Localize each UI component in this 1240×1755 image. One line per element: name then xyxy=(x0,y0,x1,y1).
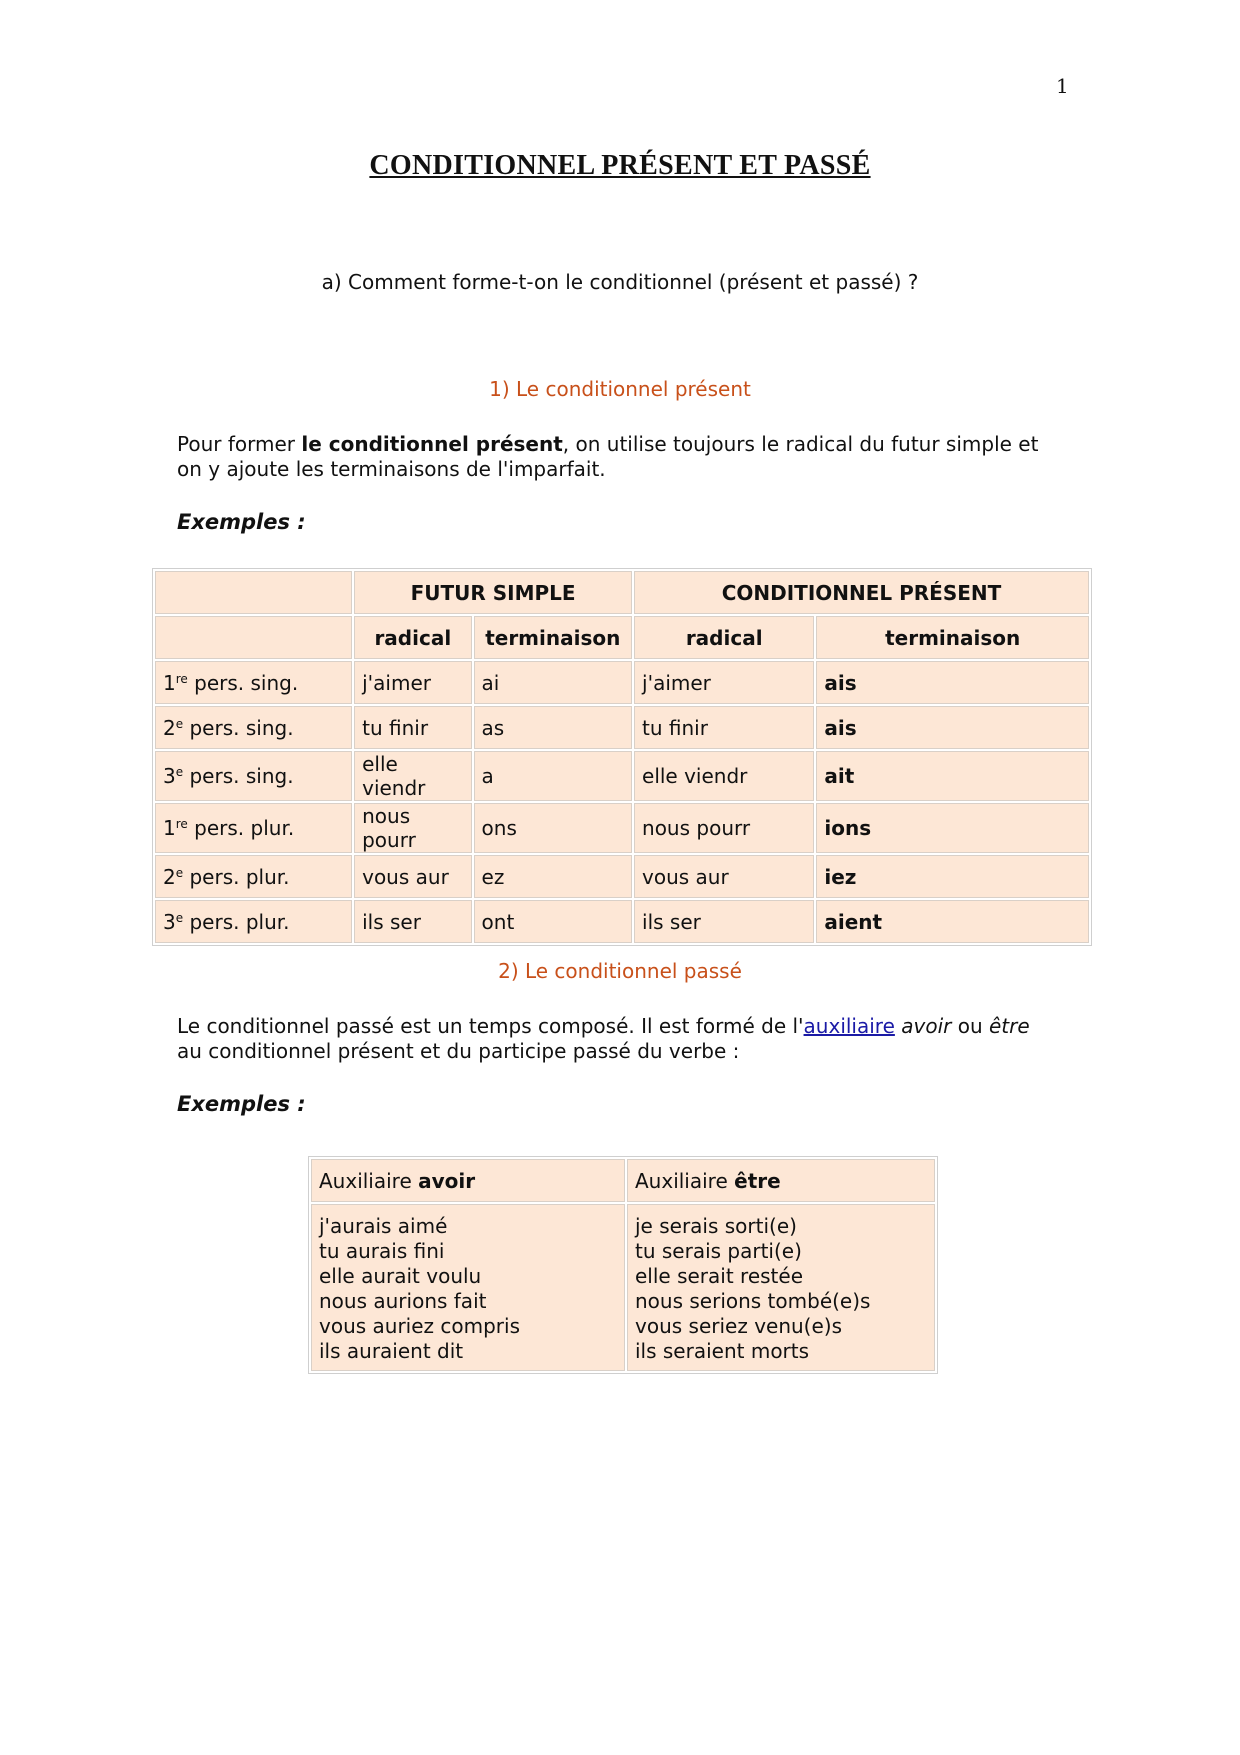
person-cell: 2e pers. plur. xyxy=(155,855,352,898)
list-item: nous aurions fait xyxy=(319,1289,487,1313)
fut-radical-cell: elle viendr xyxy=(354,751,471,801)
page-number: 1 xyxy=(1056,74,1069,98)
avoir-examples-cell xyxy=(311,1204,625,1371)
section2-italic-avoir: avoir xyxy=(901,1014,952,1038)
question-heading: a) Comment forme-t-on le conditionnel (présent et passé) ? xyxy=(321,270,919,294)
list-item: tu aurais fini xyxy=(319,1239,445,1263)
list-item: ils auraient dit xyxy=(319,1339,464,1363)
cond-ending-cell: ais xyxy=(816,706,1089,749)
group-header-futur: FUTUR SIMPLE xyxy=(354,571,632,614)
conjugation-table-past xyxy=(308,1156,938,1374)
page-title: CONDITIONNEL PRÉSENT ET PASSÉ xyxy=(369,150,871,181)
table-row xyxy=(155,706,1089,749)
list-item: nous serions tombé(e)s xyxy=(635,1289,871,1313)
table-corner-cell xyxy=(155,616,352,659)
section2-heading: 2) Le conditionnel passé xyxy=(498,959,742,983)
sub-header-fut-radical: radical xyxy=(354,616,471,659)
sub-header-fut-ending: terminaison xyxy=(474,616,632,659)
cond-radical-cell: elle viendr xyxy=(634,751,814,801)
section2-paragraph xyxy=(177,1014,1057,1064)
table-row xyxy=(155,900,1089,943)
list-item: elle aurait voulu xyxy=(319,1264,482,1288)
cond-ending-cell: aient xyxy=(816,900,1089,943)
list-item: vous seriez venu(e)s xyxy=(635,1314,843,1338)
fut-radical-cell: ils ser xyxy=(354,900,471,943)
table-row xyxy=(155,661,1089,704)
list-item: elle serait restée xyxy=(635,1264,803,1288)
person-cell: 1re pers. plur. xyxy=(155,803,352,853)
section1-paragraph xyxy=(177,432,1057,482)
person-cell: 3e pers. sing. xyxy=(155,751,352,801)
list-item: tu serais parti(e) xyxy=(635,1239,802,1263)
table-header-row xyxy=(311,1159,935,1202)
section1-examples-label: Exemples : xyxy=(177,510,306,534)
list-item: vous auriez compris xyxy=(319,1314,521,1338)
sub-header-cond-ending: terminaison xyxy=(816,616,1089,659)
cond-radical-cell: tu finir xyxy=(634,706,814,749)
cond-radical-cell: j'aimer xyxy=(634,661,814,704)
fut-radical-cell: vous aur xyxy=(354,855,471,898)
table-sub-header-row xyxy=(155,616,1089,659)
etre-examples-cell xyxy=(627,1204,935,1371)
sub-header-cond-radical: radical xyxy=(634,616,814,659)
section2-text-after: au conditionnel présent et du participe passé du verbe : xyxy=(177,1039,740,1063)
fut-radical-cell: j'aimer xyxy=(354,661,471,704)
table-row xyxy=(155,751,1089,801)
section1-text-after: , on utilise toujours le radical du futur simple et on y ajoute les terminaisons de l'imparfait. xyxy=(177,432,1039,481)
table-group-header-row xyxy=(155,571,1089,614)
cond-radical-cell: vous aur xyxy=(634,855,814,898)
fut-ending-cell: ont xyxy=(474,900,632,943)
person-cell: 2e pers. sing. xyxy=(155,706,352,749)
cond-ending-cell: iez xyxy=(816,855,1089,898)
header-etre-cell: Auxiliaire être xyxy=(627,1159,935,1202)
fut-ending-cell: a xyxy=(474,751,632,801)
table-row xyxy=(311,1204,935,1371)
cond-radical-cell: nous pourr xyxy=(634,803,814,853)
cond-ending-cell: ions xyxy=(816,803,1089,853)
cond-ending-cell: ais xyxy=(816,661,1089,704)
list-item: ils seraient morts xyxy=(635,1339,810,1363)
cond-ending-cell: ait xyxy=(816,751,1089,801)
section2-examples-label: Exemples : xyxy=(177,1092,306,1116)
fut-ending-cell: ai xyxy=(474,661,632,704)
section1-heading: 1) Le conditionnel présent xyxy=(489,377,751,401)
section2-text-mid2: ou xyxy=(951,1014,989,1038)
section1-text-before: Pour former xyxy=(177,432,302,456)
fut-ending-cell: ez xyxy=(474,855,632,898)
section1-text-bold: le conditionnel présent xyxy=(301,432,563,456)
fut-radical-cell: tu finir xyxy=(354,706,471,749)
header-avoir-cell: Auxiliaire avoir xyxy=(311,1159,625,1202)
section2-italic-etre: être xyxy=(989,1014,1030,1038)
auxiliaire-link[interactable]: auxiliaire xyxy=(803,1014,895,1038)
person-cell: 1re pers. sing. xyxy=(155,661,352,704)
cond-radical-cell: ils ser xyxy=(634,900,814,943)
table-row xyxy=(155,855,1089,898)
conjugation-table-present xyxy=(152,568,1092,946)
list-item: j'aurais aimé xyxy=(319,1214,448,1238)
fut-radical-cell: nous pourr xyxy=(354,803,471,853)
table-row xyxy=(155,803,1089,853)
list-item: je serais sorti(e) xyxy=(635,1214,797,1238)
fut-ending-cell: as xyxy=(474,706,632,749)
person-cell: 3e pers. plur. xyxy=(155,900,352,943)
section2-text-before: Le conditionnel passé est un temps composé. Il est formé de l' xyxy=(177,1014,804,1038)
table-corner-cell xyxy=(155,571,352,614)
group-header-conditionnel: CONDITIONNEL PRÉSENT xyxy=(634,571,1089,614)
fut-ending-cell: ons xyxy=(474,803,632,853)
